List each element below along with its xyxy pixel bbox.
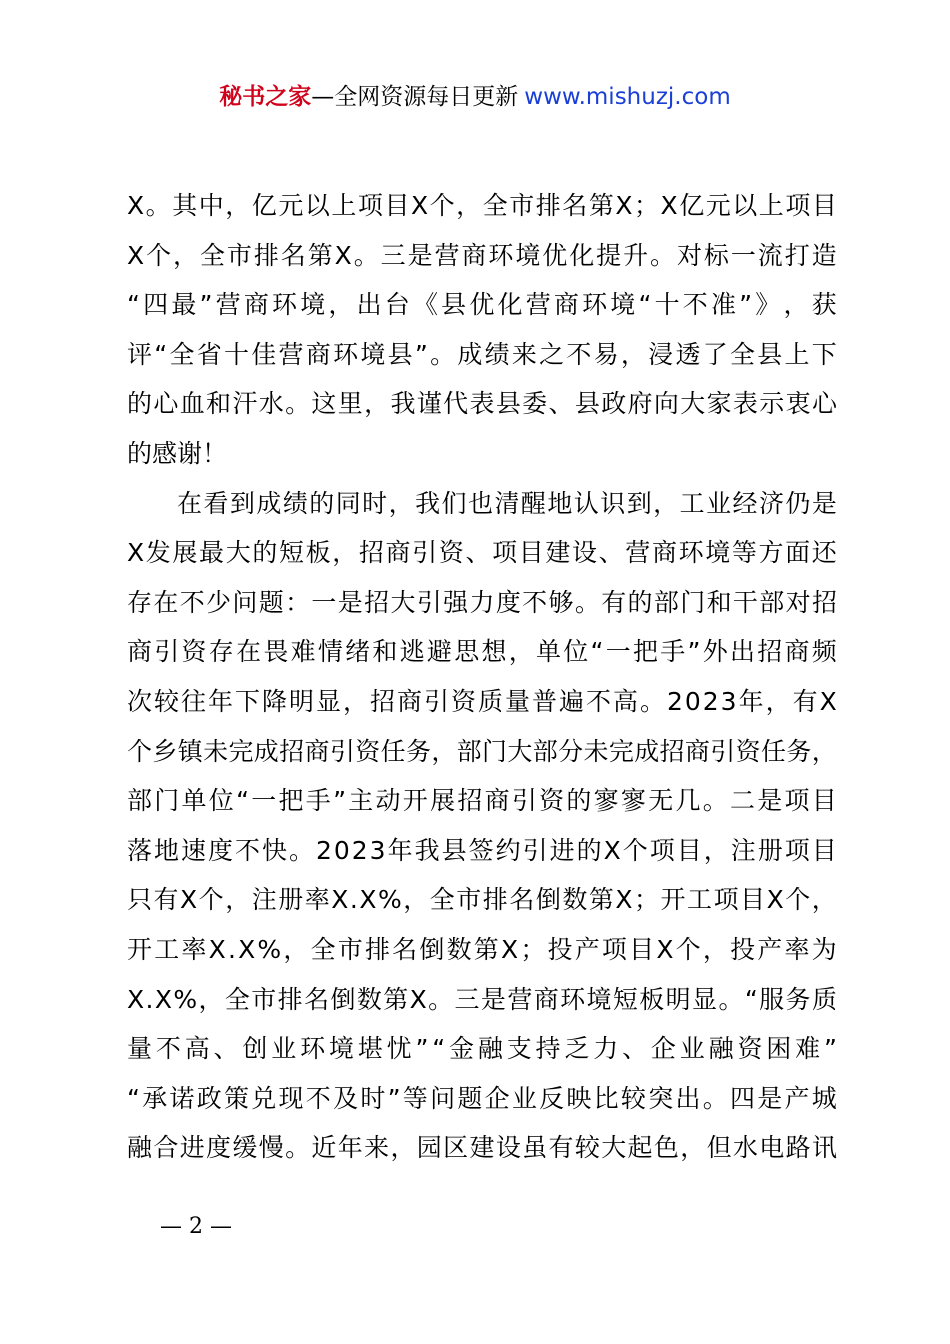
paragraph-line: 个 乡 镇 未 完 成 招 商 引 资 任 务 ， 部 门 大 部 分 未 完 成 招 商 引 资 任 务 ，	[127, 736, 837, 766]
paragraph-line: 评 “ 全 省 十 佳 营 商 环 境 县 ” 。 成 绩 来 之 不 易 ， 浸 透 了 全 县 上 下	[127, 339, 837, 369]
paragraph-line: 开 工 率 X . X % ， 全 市 排 名 倒 数 第 X ； 投 产 项 目 X 个 ， 投 产 率 为	[127, 934, 837, 964]
paragraph-line: 次 较 往 年 下 降 明 显 ， 招 商 引 资 质 量 普 遍 不 高 。 2 0 2 3 年 ， 有 X	[127, 686, 837, 716]
paragraph-line: X . X % ， 全 市 排 名 倒 数 第 X 。 三 是 营 商 环 境 短 板 明 显 。 “ 服 务 质	[127, 984, 837, 1014]
paragraph-line: 量 不 高 、 创 业 环 境 堪 忧 ” “ 金 融 支 持 乏 力 、 企 业 融 资 困 难 ”	[127, 1034, 837, 1064]
paragraph-line: 只 有 X 个 ， 注 册 率 X . X % ， 全 市 排 名 倒 数 第 X ； 开 工 项 目 X 个 ，	[127, 885, 837, 915]
site-url-link[interactable]: www.mishuzj.com	[524, 84, 731, 110]
page-number: — 2 —	[160, 1214, 232, 1239]
paragraph-line: “ 承 诺 政 策 兑 现 不 及 时 ” 等 问 题 企 业 反 映 比 较 突 出 。 四 是 产 城	[127, 1083, 837, 1113]
paragraph-line: 融 合 进 度 缓 慢 。 近 年 来 ， 园 区 建 设 虽 有 较 大 起 色 ， 但 水 电 路 讯	[127, 1133, 837, 1163]
site-brand: 秘书之家	[219, 84, 312, 110]
paragraph-line: 在 看 到 成 绩 的 同 时 ， 我 们 也 清 醒 地 认 识 到 ， 工 业 经 济 仍 是	[177, 488, 837, 518]
paragraph-line: 的感谢！	[127, 438, 228, 468]
paragraph-line: 部 门 单 位 “ 一 把 手 ” 主 动 开 展 招 商 引 资 的 寥 寥 无 几 。 二 是 项 目	[127, 786, 837, 816]
paragraph-line: 商 引 资 存 在 畏 难 情 绪 和 逃 避 思 想 ， 单 位 “ 一 把 手 ” 外 出 招 商 频	[127, 637, 837, 667]
paragraph-line: X 发 展 最 大 的 短 板 ， 招 商 引 资 、 项 目 建 设 、 营 商 环 境 等 方 面 还	[127, 538, 837, 568]
site-header	[0, 80, 950, 114]
paragraph-line: 的 心 血 和 汗 水 。 这 里 ， 我 谨 代 表 县 委 、 县 政 府 向 大 家 表 示 衷 心	[127, 389, 837, 419]
paragraph-line: 存 在 不 少 问 题 ： 一 是 招 大 引 强 力 度 不 够 。 有 的 部 门 和 干 部 对 招	[127, 587, 837, 617]
paragraph-line: X 。 其 中 ， 亿 元 以 上 项 目 X 个 ， 全 市 排 名 第 X ； X 亿 元 以 上 项 目	[127, 191, 837, 220]
document-body	[127, 181, 837, 1173]
paragraph-line: “ 四 最 ” 营 商 环 境 ， 出 台 《 县 优 化 营 商 环 境 “ 十 不 准 ” 》 ， 获	[127, 290, 837, 320]
paragraph-line: X 个 ， 全 市 排 名 第 X 。 三 是 营 商 环 境 优 化 提 升 。 对 标 一 流 打 造	[127, 240, 837, 270]
paragraph-line: 落 地 速 度 不 快 。 2 0 2 3 年 我 县 签 约 引 进 的 X 个 项 目 ， 注 册 项 目	[127, 835, 837, 865]
site-tagline: —全网资源每日更新	[311, 84, 519, 110]
